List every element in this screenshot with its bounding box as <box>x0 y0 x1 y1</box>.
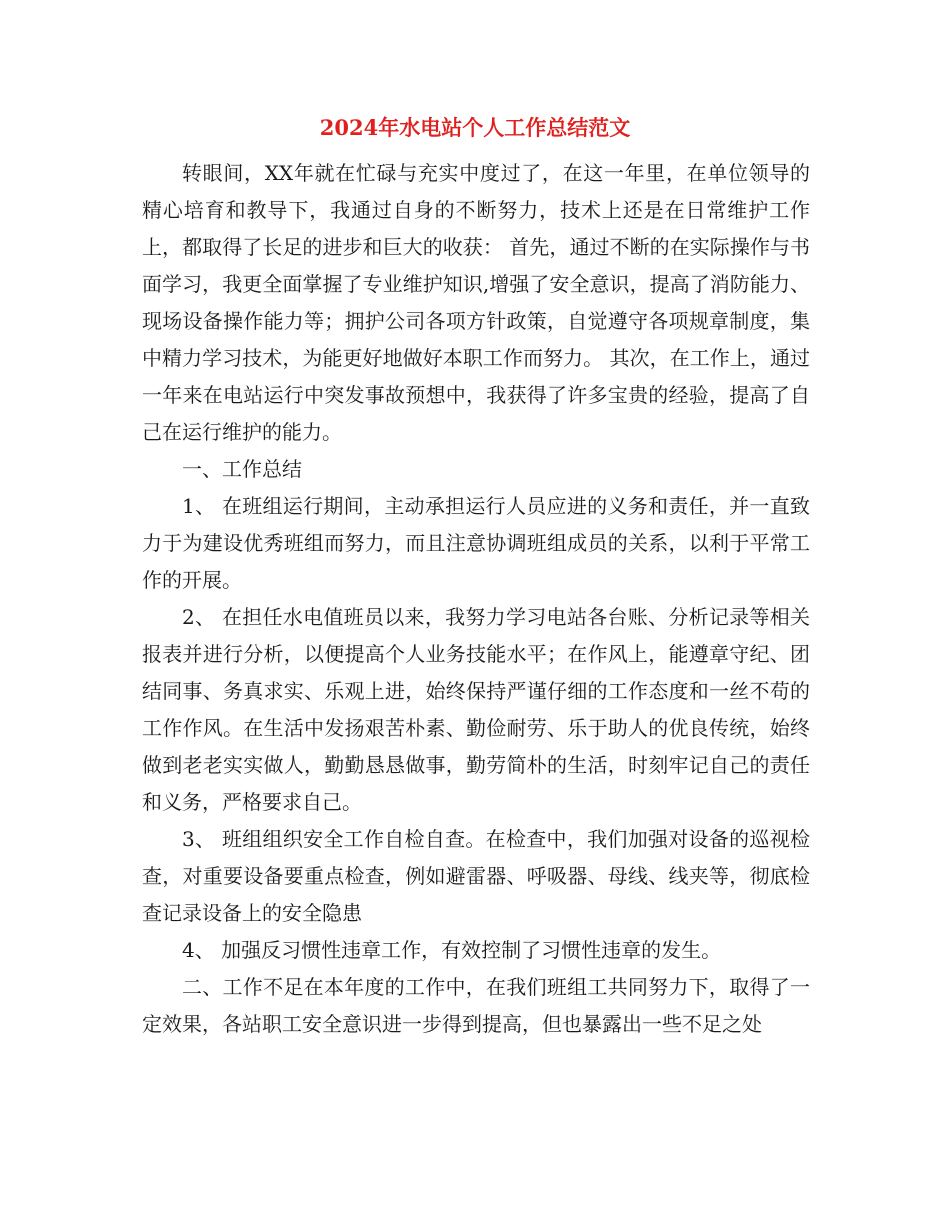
paragraph-item-2: 2、 在担任水电值班员以来，我努力学习电站各台账、分析记录等相关报表并进行分析，以便提高个人业务技能水平；在作风上，能遵章守纪、团结同事、务真求实、乐观上进，始终保持严谨仔细的工作态度和一丝不苟的工作作风。在生活中发扬艰苦朴素、勤俭耐劳、乐于助人的优良传统，始终做到老老实实做人，勤勤恳恳做事，勤劳简朴的生活，时刻牢记自己的责任和义务，严格要求自己。 <box>142 605 810 814</box>
section-heading-work-summary: 一、工作总结 <box>182 457 302 481</box>
document-body <box>142 155 810 1043</box>
paragraph-item-1: 1、 在班组运行期间，主动承担运行人员应进的义务和责任，并一直致力于为建设优秀班组而努力，而且注意协调班组成员的关系，以利于平常工作的开展。 <box>142 494 810 592</box>
paragraph-intro: 转眼间，XX年就在忙碌与充实中度过了，在这一年里，在单位领导的精心培育和教导下，我通过自身的不断努力，技术上还是在日常维护工作上，都取得了长足的进步和巨大的收获： 首先，通过不断的在实际操作与书面学习，我更全面掌握了专业维护知识,增强了安全意识，提高了消防能力、现场设备操作能力等；拥护公司各项方针政策，自觉遵守各项规章制度，集中精力学习技术，为能更好地做好本职工作而努力。 其次，在工作上，通过一年来在电站运行中突发事故预想中，我获得了许多宝贵的经验，提高了自己在运行维护的能力。 <box>142 161 810 444</box>
paragraph-item-4: 4、 加强反习惯性违章工作，有效控制了习惯性违章的发生。 <box>182 938 722 962</box>
paragraph-shortcomings: 二、工作不足在本年度的工作中，在我们班组工共同努力下，取得了一定效果，各站职工安全意识进一步得到提高，但也暴露出一些不足之处 <box>142 975 810 1036</box>
document-title: 2024年水电站个人工作总结范文 <box>319 115 631 140</box>
paragraph-item-3: 3、 班组组织安全工作自检自查。在检查中，我们加强对设备的巡视检查，对重要设备要重点检查，例如避雷器、呼吸器、母线、线夹等，彻底检查记录设备上的安全隐患 <box>142 827 810 925</box>
